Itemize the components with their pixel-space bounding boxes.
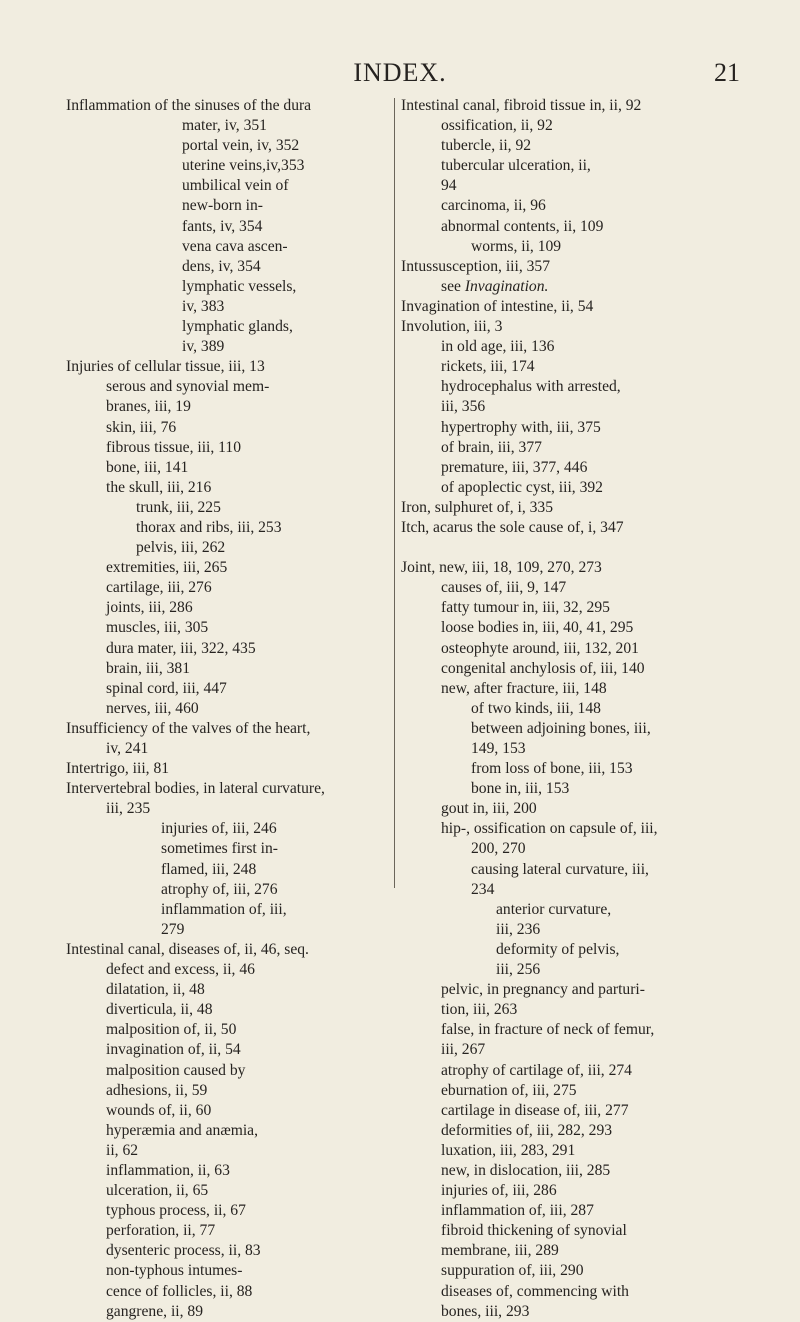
index-heading: Itch, acarus the sole cause of, i, 347 <box>401 518 624 536</box>
index-subentry: inflammation of, iii, <box>161 900 287 918</box>
index-subentry: dens, iv, 354 <box>182 257 261 275</box>
index-heading: Iron, sulphuret of, i, 335 <box>401 498 554 516</box>
index-subentry: of apoplectic cyst, iii, 392 <box>441 478 603 496</box>
index-heading: Involution, iii, 3 <box>401 318 503 336</box>
index-subentry: diverticula, ii, 48 <box>106 1001 213 1019</box>
index-subentry: dura mater, iii, 322, 435 <box>106 639 256 657</box>
index-subentry: anterior curvature, <box>496 900 612 918</box>
index-subentry: of two kinds, iii, 148 <box>471 699 601 717</box>
index-subentry: cartilage, iii, 276 <box>106 579 212 597</box>
index-subentry: pelvis, iii, 262 <box>136 539 226 557</box>
column-divider <box>394 98 395 888</box>
index-gap <box>401 538 746 558</box>
index-heading: Inflammation of the sinuses of the dura <box>66 97 312 114</box>
index-subentry: ulceration, ii, 65 <box>106 1182 209 1200</box>
index-subentry: premature, iii, 377, 446 <box>441 458 588 476</box>
index-subentry: fibrous tissue, iii, 110 <box>106 438 241 456</box>
index-subentry: 234 <box>471 880 495 898</box>
index-subentry: gangrene, ii, 89 <box>106 1302 203 1320</box>
index-subentry: cartilage in disease of, iii, 277 <box>441 1101 629 1119</box>
index-subentry: iv, 389 <box>182 338 225 356</box>
index-subentry: non-typhous intumes- <box>106 1262 243 1280</box>
index-subentry: membrane, iii, 289 <box>441 1242 559 1260</box>
index-subentry: dysenteric process, ii, 83 <box>106 1242 261 1260</box>
index-subentry: inflammation of, iii, 287 <box>441 1202 594 1220</box>
index-column-right <box>401 96 746 1322</box>
index-subentry: iii, 256 <box>496 961 541 979</box>
index-subentry: joints, iii, 286 <box>106 599 193 617</box>
index-subentry: iv, 383 <box>182 297 225 315</box>
index-subentry: flamed, iii, 248 <box>161 860 257 878</box>
index-subentry: deformity of pelvis, <box>496 940 620 958</box>
index-subentry: tion, iii, 263 <box>441 1001 518 1019</box>
index-subentry: loose bodies in, iii, 40, 41, 295 <box>441 619 634 637</box>
index-heading: Intervertebral bodies, in lateral curvature, <box>66 780 325 798</box>
index-subentry: brain, iii, 381 <box>106 659 191 677</box>
index-heading: Insufficiency of the valves of the heart, <box>66 719 311 737</box>
index-subentry: umbilical vein of <box>182 177 289 195</box>
index-heading: Injuries of cellular tissue, iii, 13 <box>66 358 265 376</box>
index-heading: Intertrigo, iii, 81 <box>66 760 170 778</box>
index-subentry: rickets, iii, 174 <box>441 358 535 376</box>
page-title: INDEX. <box>353 58 447 87</box>
index-subentry: from loss of bone, iii, 153 <box>471 760 633 778</box>
index-subentry: hip-, ossification on capsule of, iii, <box>441 820 658 838</box>
index-heading: Intussusception, iii, 357 <box>401 257 551 275</box>
index-subentry: uterine veins,iv,353 <box>182 157 305 175</box>
index-subentry: malposition of, ii, 50 <box>106 1021 237 1039</box>
index-subentry: muscles, iii, 305 <box>106 619 209 637</box>
index-heading: Invagination of intestine, ii, 54 <box>401 297 594 315</box>
index-subentry: injuries of, iii, 246 <box>161 820 277 838</box>
index-subentry: sometimes first in- <box>161 840 278 858</box>
page-number: 21 <box>714 58 740 87</box>
index-subentry: portal vein, iv, 352 <box>182 137 300 155</box>
index-subentry: thorax and ribs, iii, 253 <box>136 518 282 536</box>
index-subentry: diseases of, commencing with <box>441 1282 629 1300</box>
index-subentry: bone in, iii, 153 <box>471 780 570 798</box>
index-subentry: deformities of, iii, 282, 293 <box>441 1121 613 1139</box>
index-heading: Intestinal canal, diseases of, ii, 46, seq. <box>66 940 309 958</box>
index-subentry: eburnation of, iii, 275 <box>441 1081 577 1099</box>
index-subentry: 94 <box>441 177 457 195</box>
index-subentry: invagination of, ii, 54 <box>106 1041 241 1059</box>
index-subentry: bones, iii, 293 <box>441 1302 530 1320</box>
index-subentry: defect and excess, ii, 46 <box>106 961 255 979</box>
index-subentry: iii, 236 <box>496 920 541 938</box>
index-subentry: serous and synovial mem- <box>106 378 270 396</box>
page-header <box>60 58 740 86</box>
index-subentry: new, after fracture, iii, 148 <box>441 679 607 697</box>
index-subentry: atrophy of cartilage of, iii, 274 <box>441 1061 632 1079</box>
index-subentry: wounds of, ii, 60 <box>106 1101 212 1119</box>
index-subentry: of brain, iii, 377 <box>441 438 542 456</box>
index-subentry: iii, 267 <box>441 1041 486 1059</box>
index-subentry: perforation, ii, 77 <box>106 1222 216 1240</box>
index-subentry: hydrocephalus with arrested, <box>441 378 621 396</box>
index-subentry: malposition caused by <box>106 1061 246 1079</box>
index-subentry: spinal cord, iii, 447 <box>106 679 227 697</box>
index-subentry: fants, iv, 354 <box>182 217 263 235</box>
index-subentry: fibroid thickening of synovial <box>441 1222 627 1240</box>
index-subentry: bone, iii, 141 <box>106 458 189 476</box>
index-subentry: injuries of, iii, 286 <box>441 1182 557 1200</box>
index-subentry: vena cava ascen- <box>182 237 288 255</box>
index-subentry: atrophy of, iii, 276 <box>161 880 278 898</box>
index-subentry: luxation, iii, 283, 291 <box>441 1141 576 1159</box>
index-subentry: lymphatic vessels, <box>182 277 297 295</box>
index-heading: Intestinal canal, fibroid tissue in, ii, 92 <box>401 97 642 114</box>
index-subentry: causes of, iii, 9, 147 <box>441 579 567 597</box>
index-subentry: worms, ii, 109 <box>471 237 562 255</box>
index-subentry: false, in fracture of neck of femur, <box>441 1021 655 1039</box>
index-subentry: cence of follicles, ii, 88 <box>106 1282 253 1300</box>
index-subentry: branes, iii, 19 <box>106 398 191 416</box>
index-subentry: gout in, iii, 200 <box>441 800 537 818</box>
index-subentry: adhesions, ii, 59 <box>106 1081 208 1099</box>
index-subentry: typhous process, ii, 67 <box>106 1202 246 1220</box>
index-subentry: 200, 270 <box>471 840 526 858</box>
index-subentry: 279 <box>161 920 185 938</box>
index-subentry: extremities, iii, 265 <box>106 559 228 577</box>
index-subentry: between adjoining bones, iii, <box>471 719 651 737</box>
index-subentry: see Invagination. <box>441 277 549 295</box>
index-subentry: congenital anchylosis of, iii, 140 <box>441 659 645 677</box>
index-subentry: mater, iv, 351 <box>182 117 267 135</box>
index-subentry: pelvic, in pregnancy and parturi- <box>441 981 645 999</box>
index-subentry: abnormal contents, ii, 109 <box>441 217 604 235</box>
index-subentry: nerves, iii, 460 <box>106 699 199 717</box>
index-subentry: dilatation, ii, 48 <box>106 981 205 999</box>
index-subentry: trunk, iii, 225 <box>136 498 221 516</box>
index-subentry: the skull, iii, 216 <box>106 478 212 496</box>
index-subentry: carcinoma, ii, 96 <box>441 197 546 215</box>
index-subentry: iii, 235 <box>106 800 151 818</box>
index-subentry: fatty tumour in, iii, 32, 295 <box>441 599 610 617</box>
index-subentry: 149, 153 <box>471 740 526 757</box>
index-column-left <box>66 96 386 1322</box>
index-subentry: lymphatic glands, <box>182 318 293 336</box>
index-subentry: hyperæmia and anæmia, <box>106 1121 259 1139</box>
index-subentry: suppuration of, iii, 290 <box>441 1262 584 1280</box>
index-subentry: in old age, iii, 136 <box>441 338 555 356</box>
index-subentry: iii, 356 <box>441 398 486 416</box>
index-subentry: ii, 62 <box>106 1141 139 1159</box>
index-subentry: new, in dislocation, iii, 285 <box>441 1161 611 1179</box>
index-subentry: inflammation, ii, 63 <box>106 1161 230 1179</box>
index-subentry: ossification, ii, 92 <box>441 117 553 135</box>
index-subentry: causing lateral curvature, iii, <box>471 860 649 878</box>
index-subentry: tubercular ulceration, ii, <box>441 157 591 175</box>
index-subentry: new-born in- <box>182 197 263 215</box>
index-subentry: tubercle, ii, 92 <box>441 137 532 155</box>
index-subentry: skin, iii, 76 <box>106 418 177 436</box>
index-subentry: hypertrophy with, iii, 375 <box>441 418 601 436</box>
index-subentry: iv, 241 <box>106 740 149 757</box>
index-subentry: osteophyte around, iii, 132, 201 <box>441 639 639 657</box>
index-heading: Joint, new, iii, 18, 109, 270, 273 <box>401 559 602 577</box>
